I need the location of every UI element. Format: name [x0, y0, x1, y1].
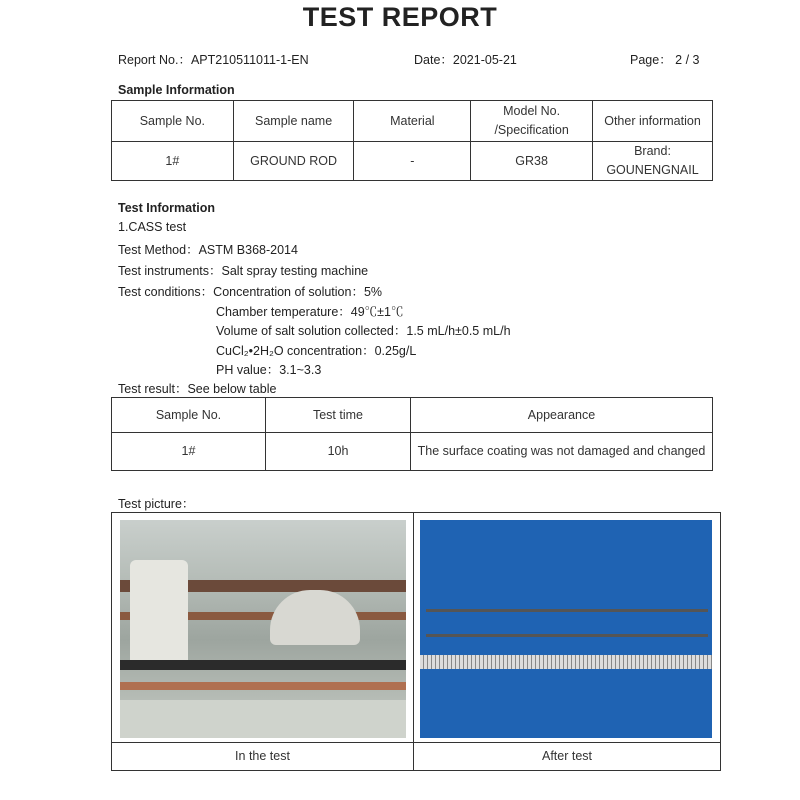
- photo-after-test: [420, 520, 712, 738]
- page-title: TEST REPORT: [302, 2, 498, 32]
- result-table: [111, 397, 713, 471]
- test-result: Test result：See below table: [118, 382, 277, 396]
- cell: 1#: [112, 433, 266, 471]
- cell: 10h: [266, 433, 411, 471]
- sample-info-table: [111, 100, 713, 181]
- col-header: Material: [354, 101, 471, 142]
- caption: In the test: [112, 743, 414, 771]
- col-header: Model No. /Specification: [471, 101, 593, 142]
- report-date: Date：2021-05-21: [414, 53, 517, 67]
- col-header: Other information: [593, 101, 713, 142]
- cell: The surface coating was not damaged and changed: [411, 433, 713, 471]
- col-header: Appearance: [411, 398, 713, 433]
- test-picture-label: Test picture：: [118, 497, 195, 511]
- condition-line: CuCl₂•2H₂O concentration：0.25g/L: [216, 344, 417, 358]
- cell: 1#: [112, 142, 234, 181]
- col-header: Sample No.: [112, 101, 234, 142]
- cell: GR38: [471, 142, 593, 181]
- sample-info-heading: Sample Information: [118, 83, 235, 97]
- col-header: Sample No.: [112, 398, 266, 433]
- cell: Brand: GOUNENGNAIL: [593, 142, 713, 181]
- condition-line: PH value：3.1~3.3: [216, 363, 322, 377]
- page-number: Page： 2 / 3: [630, 53, 700, 67]
- col-header: Sample name: [233, 101, 354, 142]
- photo-in-test: [120, 520, 406, 738]
- test-method: Test Method：ASTM B368-2014: [118, 243, 298, 257]
- test-name: 1.CASS test: [118, 220, 187, 234]
- report-number: Report No.：APT210511011-1-EN: [118, 53, 309, 67]
- condition-line: Volume of salt solution collected：1.5 mL/h±0.5 mL/h: [216, 324, 511, 338]
- test-instruments: Test instruments：Salt spray testing machine: [118, 264, 369, 278]
- col-header: Test time: [266, 398, 411, 433]
- caption: After test: [414, 743, 721, 771]
- test-conditions: Test conditions：Concentration of solution：5%: [118, 285, 383, 299]
- test-info-heading: Test Information: [118, 201, 215, 215]
- cell: -: [354, 142, 471, 181]
- condition-line: Chamber temperature：49℃±1℃: [216, 305, 404, 319]
- cell: GROUND ROD: [233, 142, 354, 181]
